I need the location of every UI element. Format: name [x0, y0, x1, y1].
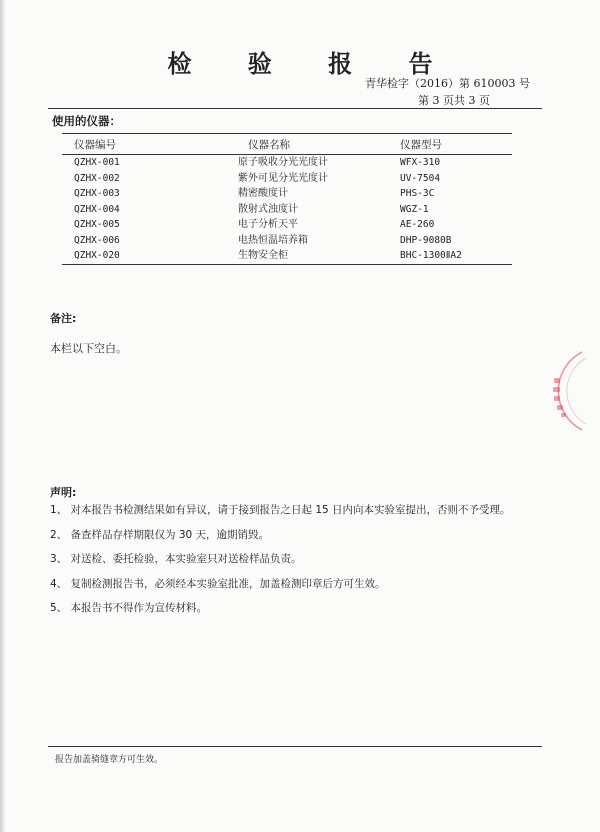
seal-stamp-fragment	[542, 348, 590, 434]
list-item: 1、 对本报告书检测结果如有异议，请于接到报告之日起 15 日内向本实验室提出，否则不予受理。	[50, 504, 511, 516]
table-row	[62, 248, 512, 264]
list-item: 3、 对送检、委托检验，本实验室只对送检样品负责。	[50, 553, 302, 565]
instrument-model: DHP-9080B	[400, 234, 452, 246]
instrument-model: WFX-310	[400, 157, 441, 168]
declaration-list	[50, 504, 511, 627]
instrument-code: QZHX-005	[74, 219, 120, 230]
instrument-model: BHC-1300ⅡA2	[398, 248, 512, 264]
instrument-name: 电子分析天平	[238, 219, 298, 230]
instrument-model: AE-260	[400, 219, 435, 230]
list-item: 2、 备查样品存样期限仅为 30 天，逾期销毁。	[50, 528, 270, 541]
page-indicator: 第 3 页共 3 页	[418, 94, 490, 107]
report-title: 检 验 报 告	[167, 50, 457, 78]
list-item: 4、 复制检测报告书，必须经本实验室批准，加盖检测印章后方可生效。	[50, 577, 386, 590]
instrument-code: QZHX-004	[74, 203, 120, 215]
instrument-name: 生物安全柜	[224, 248, 398, 264]
report-number: 青华检字（2016）第 610003 号	[365, 77, 530, 90]
table-row	[62, 202, 512, 218]
instrument-model: UV-7504	[400, 172, 441, 184]
instrument-name: 电热恒温培养箱	[238, 234, 308, 246]
column-header-model: 仪器型号	[398, 134, 512, 155]
instrument-model: WGZ-1	[400, 203, 429, 215]
instruments-section-title: 使用的仪器：	[52, 114, 121, 128]
instrument-code: QZHX-001	[74, 157, 120, 168]
page-edge-shadow	[0, 0, 6, 832]
column-header-name: 仪器名称	[224, 134, 398, 155]
table-row	[62, 171, 512, 187]
declaration-title: 声明:	[50, 486, 77, 499]
remarks-text: 本栏以下空白。	[50, 342, 127, 355]
instrument-code: QZHX-003	[74, 188, 120, 199]
table-row	[62, 155, 512, 171]
instrument-name: 精密酸度计	[238, 188, 288, 199]
instruments-table	[62, 133, 512, 265]
footer-note: 报告加盖骑缝章方可生效。	[55, 755, 164, 765]
table-row	[62, 186, 512, 202]
list-item: 5、 本报告书不得作为宣传材料。	[50, 602, 208, 614]
footer-divider	[48, 746, 542, 747]
table-row	[62, 233, 512, 249]
instrument-name: 原子吸收分光光度计	[238, 157, 328, 168]
instrument-model: PHS-3C	[400, 188, 435, 199]
instrument-code: QZHX-002	[74, 172, 120, 184]
instrument-code: QZHX-020	[62, 248, 224, 264]
column-header-code: 仪器编号	[62, 134, 224, 155]
table-row	[62, 217, 512, 233]
instrument-name: 紫外可见分光光度计	[238, 172, 328, 184]
instrument-code: QZHX-006	[74, 234, 120, 246]
remarks-title: 备注:	[50, 312, 77, 325]
header-divider	[48, 108, 542, 109]
instrument-name: 散射式浊度计	[238, 203, 298, 215]
instruments-table-header	[62, 134, 512, 155]
